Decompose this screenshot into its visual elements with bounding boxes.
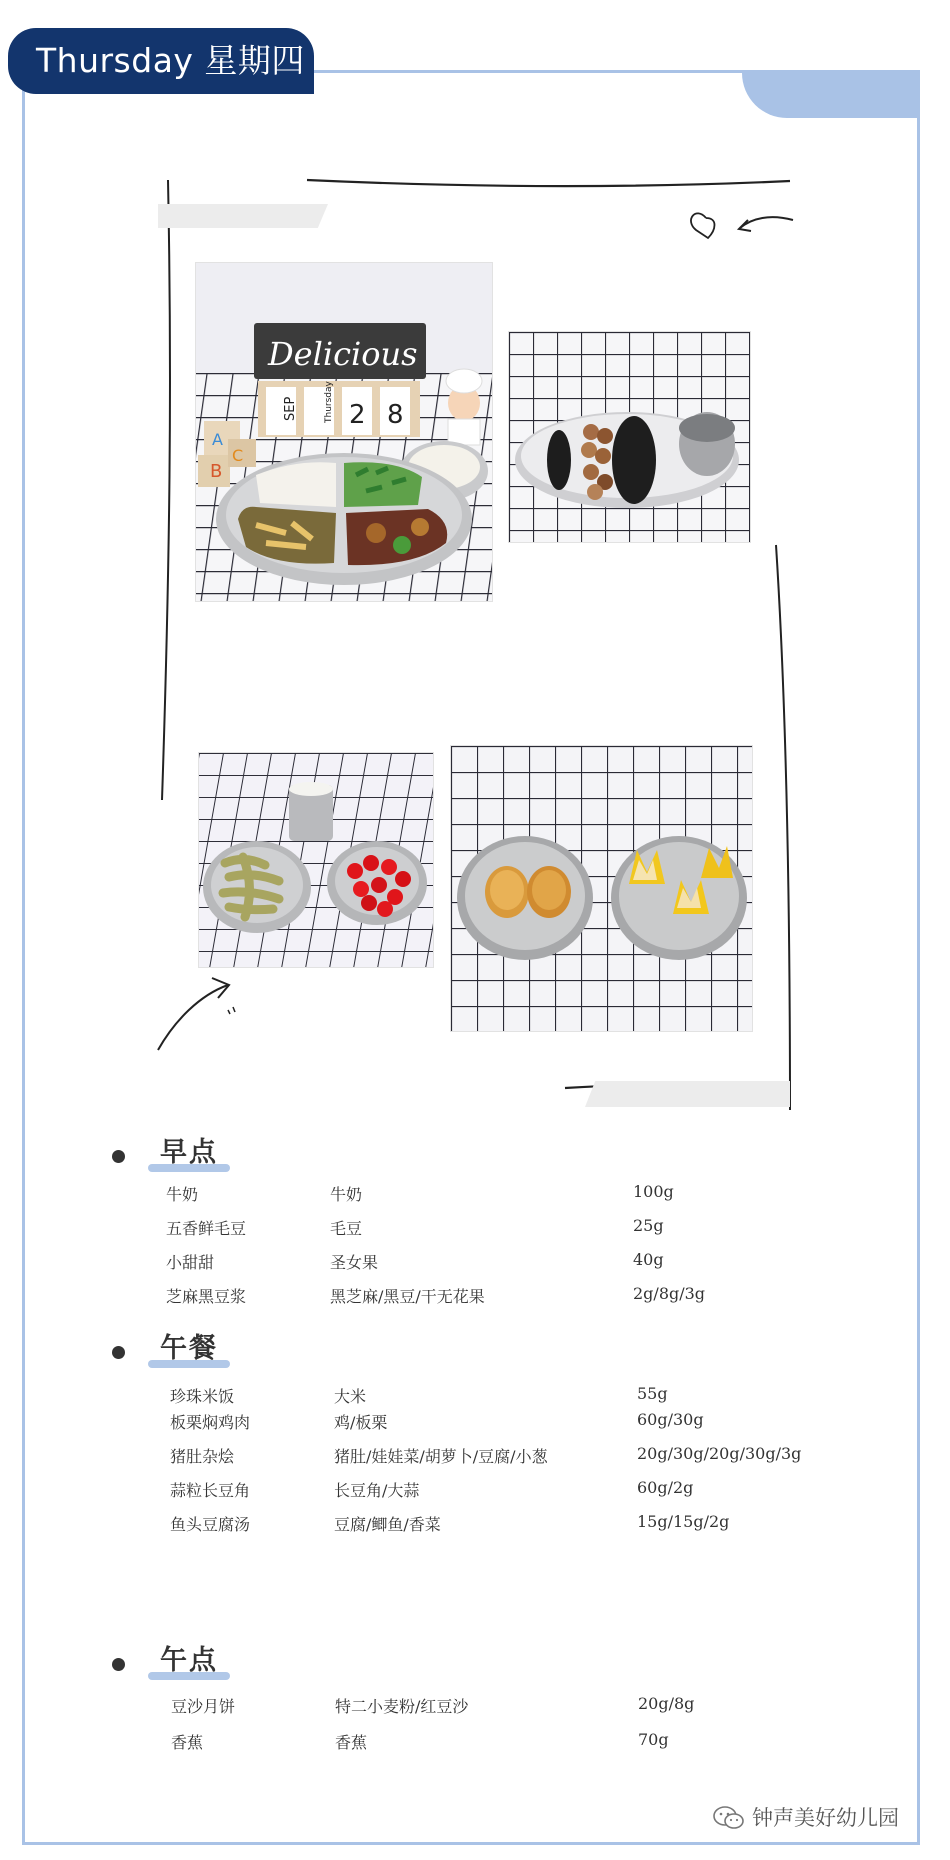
dish-name: 芝麻黑豆浆 bbox=[166, 1287, 247, 1306]
afternoon-snack-section bbox=[108, 1638, 828, 1758]
wechat-icon bbox=[712, 1805, 746, 1831]
bullet-dot bbox=[112, 1346, 125, 1359]
section-heading: 午点 bbox=[160, 1645, 218, 1676]
dish-name: 五香鲜毛豆 bbox=[166, 1219, 247, 1238]
dish-ingredients: 圣女果 bbox=[330, 1253, 379, 1272]
dish-amount: 20g/8g bbox=[638, 1694, 695, 1713]
dish-name: 鱼头豆腐汤 bbox=[170, 1515, 251, 1534]
dish-amount: 2g/8g/3g bbox=[633, 1284, 706, 1303]
calendar-day-tens: 2 bbox=[349, 400, 366, 430]
dish-name: 豆沙月饼 bbox=[171, 1697, 236, 1716]
section-heading: 午餐 bbox=[160, 1333, 218, 1364]
block-letter-b: B bbox=[210, 461, 223, 482]
lunch-section bbox=[108, 1326, 828, 1536]
dish-amount: 60g/30g bbox=[637, 1410, 704, 1429]
corner-decoration bbox=[742, 73, 917, 118]
dish-ingredients: 黑芝麻/黑豆/干无花果 bbox=[330, 1287, 485, 1306]
dish-ingredients: 牛奶 bbox=[330, 1185, 363, 1204]
dish-name: 珍珠米饭 bbox=[170, 1387, 235, 1406]
section-heading: 早点 bbox=[160, 1137, 218, 1168]
soymilk-ingredients-photo bbox=[508, 331, 751, 543]
dish-amount: 40g bbox=[633, 1250, 664, 1269]
day-title: Thursday 星期四 bbox=[8, 28, 314, 94]
lunch-tray-photo bbox=[195, 262, 493, 602]
bullet-dot bbox=[112, 1150, 125, 1163]
dish-ingredients: 毛豆 bbox=[330, 1219, 363, 1238]
delicious-sign: Delicious bbox=[268, 335, 418, 373]
dish-name: 猪肚杂烩 bbox=[170, 1447, 235, 1466]
breakfast-section bbox=[108, 1130, 828, 1310]
block-letter-a: A bbox=[212, 430, 223, 449]
decor-bar-top bbox=[158, 204, 328, 228]
dish-amount: 55g bbox=[637, 1384, 668, 1403]
dish-ingredients: 鸡/板栗 bbox=[334, 1413, 388, 1432]
dish-amount: 70g bbox=[638, 1730, 669, 1749]
dish-amount: 20g/30g/20g/30g/3g bbox=[637, 1444, 802, 1463]
dish-name: 蒜粒长豆角 bbox=[170, 1481, 251, 1500]
dish-ingredients: 大米 bbox=[334, 1387, 367, 1406]
dish-name: 牛奶 bbox=[166, 1185, 199, 1204]
afternoon-snack-photo bbox=[450, 745, 753, 1032]
dish-ingredients: 香蕉 bbox=[335, 1733, 368, 1752]
dish-name: 小甜甜 bbox=[166, 1253, 215, 1272]
dish-name: 板栗焖鸡肉 bbox=[170, 1413, 251, 1432]
dish-amount: 100g bbox=[633, 1182, 674, 1201]
dish-ingredients: 豆腐/鲫鱼/香菜 bbox=[334, 1515, 441, 1534]
dish-ingredients: 猪肚/娃娃菜/胡萝卜/豆腐/小葱 bbox=[334, 1447, 548, 1466]
calendar-weekday: Thursday bbox=[324, 381, 334, 423]
dish-ingredients: 长豆角/大蒜 bbox=[334, 1481, 420, 1500]
account-name: 钟声美好幼儿园 bbox=[752, 1806, 899, 1830]
dish-amount: 15g/15g/2g bbox=[637, 1512, 730, 1531]
dish-ingredients: 特二小麦粉/红豆沙 bbox=[335, 1697, 469, 1716]
account-watermark bbox=[752, 1802, 899, 1832]
dish-amount: 60g/2g bbox=[637, 1478, 694, 1497]
decor-bar-bottom bbox=[585, 1081, 790, 1107]
calendar-month: SEP bbox=[283, 396, 298, 421]
bullet-dot bbox=[112, 1658, 125, 1671]
breakfast-snacks-photo bbox=[198, 752, 434, 968]
dish-name: 香蕉 bbox=[171, 1733, 204, 1752]
block-letter-c: C bbox=[232, 446, 244, 465]
dish-amount: 25g bbox=[633, 1216, 664, 1235]
calendar-day-ones: 8 bbox=[387, 400, 404, 430]
